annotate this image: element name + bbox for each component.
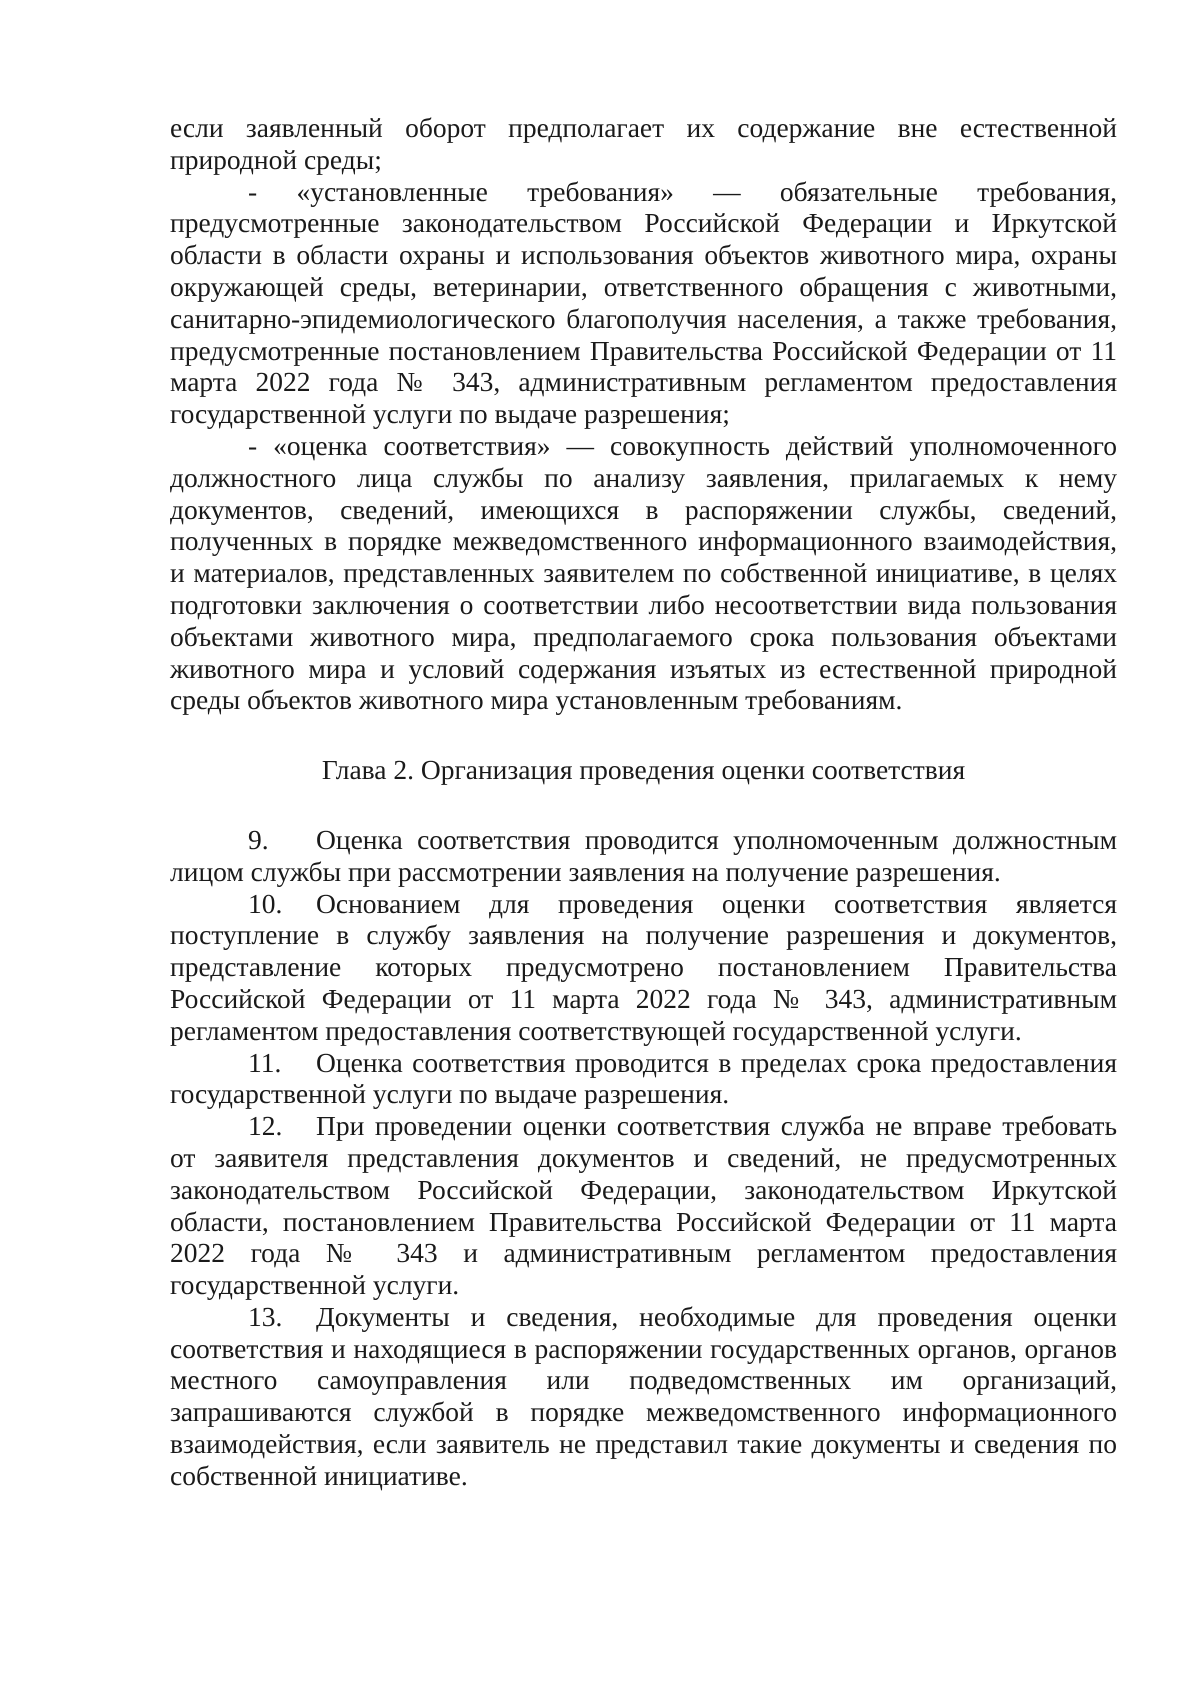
paragraph-number: 9.: [248, 823, 269, 855]
numbered-paragraph-11: [170, 1047, 1117, 1111]
numbered-paragraph-13: [170, 1301, 1117, 1492]
paragraph-number: 11.: [248, 1046, 282, 1078]
paragraph-text: Документы и сведения, необходимые для проведения оценки соответствия и находящиеся в распоряжении государственных органов, органов местного самоуправления или подведомственных им организаций, запрашиваются службой в порядке межведомственного информационного взаимодействия, если заявитель не представил такие документы и сведения по собственной инициативе.: [170, 1300, 1117, 1491]
paragraph-number: 10.: [248, 887, 283, 919]
paragraph-text: Оценка соответствия проводится уполномоченным должностным лицом службы при рассмотрении заявления на получение разрешения.: [170, 823, 1117, 887]
definition-established-requirements: - «установленные требования» — обязательные требования, предусмотренные законодательством Российской Федерации и Иркутской области в области охраны и использования объектов животного мира, охраны окружающей среды, ветеринарии, ответственного обращения с животными, санитарно-эпидемиологического благополучия населения, а также требования, предусмотренные постановлением Правительства Российской Федерации от 11 марта 2022 года № 343, административным регламентом предоставления государственной услуги по выдаче разрешения;: [170, 175, 1117, 430]
paragraph-number: 12.: [248, 1110, 283, 1142]
numbered-paragraph-12: [170, 1110, 1117, 1301]
document-page: [170, 112, 1117, 1492]
definition-conformity-assessment: - «оценка соответствия» — совокупность действий уполномоченного должностного лица службы по анализу заявления, прилагаемых к нему документов, сведений, имеющихся в распоряжении службы, сведений, полученных в порядке межведомственного информационного взаимодействия, и материалов, представленных заявителем по собственной инициативе, в целях подготовки заключения о соответствии либо несоответствии вида пользования объектами животного мира, предполагаемого срока пользования объектами животного мира и условий содержания изъятых из естественной природной среды объектов животного мира установленным требованиям.: [170, 429, 1117, 716]
paragraph-text: Основанием для проведения оценки соответствия является поступление в службу заявления на получение разрешения и документов, представление которых предусмотрено постановлением Правительства Российской Федерации от 11 марта 2022 года № 343, административным регламентом предоставления соответствующей государственной услуги.: [170, 887, 1117, 1046]
chapter-heading: Глава 2. Организация проведения оценки соответствия: [321, 754, 966, 786]
paragraph-text: При проведении оценки соответствия служба не вправе требовать от заявителя представления документов и сведений, не предусмотренных законодательством Российской Федерации, законодательством Иркутской области, постановлением Правительства Российской Федерации от 11 марта 2022 года № 343 и административным регламентом предоставления государственной услуги.: [170, 1110, 1117, 1301]
paragraph-continuation: если заявленный оборот предполагает их содержание вне естественной природной среды;: [170, 112, 1117, 175]
paragraph-number: 13.: [248, 1300, 283, 1332]
numbered-paragraph-9: [170, 824, 1117, 888]
paragraph-text: Оценка соответствия проводится в пределах срока предоставления государственной услуги по выдаче разрешения.: [170, 1046, 1117, 1110]
numbered-paragraph-10: [170, 888, 1117, 1047]
